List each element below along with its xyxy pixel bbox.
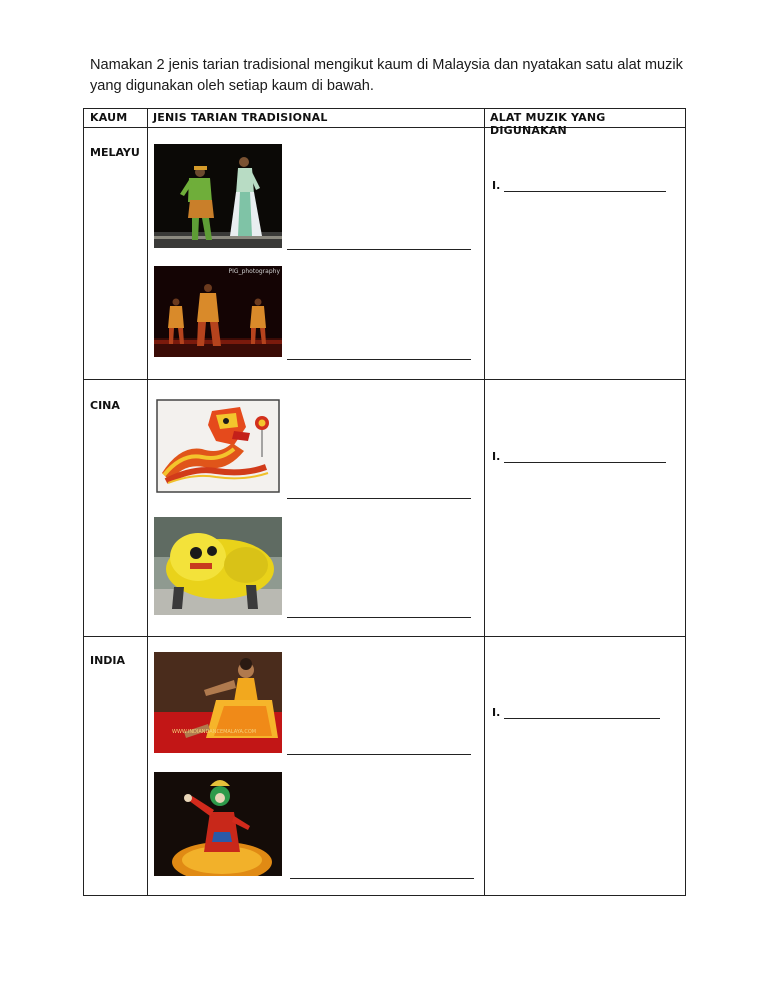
answer-blank-alat-cina[interactable] xyxy=(504,452,666,463)
answer-prefix: I. xyxy=(492,706,501,719)
answer-alat-melayu xyxy=(492,179,666,192)
bharatanatyam-dance-photo xyxy=(154,652,282,753)
answer-blank-cina-1[interactable] xyxy=(287,498,471,499)
column-divider xyxy=(147,109,148,895)
kaum-cina-label: CINA xyxy=(90,399,120,412)
answer-blank-melayu-2[interactable] xyxy=(287,359,471,360)
answer-table xyxy=(83,108,686,896)
kathakali-dance-photo xyxy=(154,772,282,876)
answer-blank-alat-india[interactable] xyxy=(504,708,660,719)
answer-alat-cina xyxy=(492,450,666,463)
photo-watermark: PIG_photography xyxy=(228,268,280,275)
kaum-melayu-label: MELAYU xyxy=(90,146,140,159)
answer-blank-india-1[interactable] xyxy=(287,754,471,755)
answer-prefix: I. xyxy=(492,179,501,192)
instruction-text: Namakan 2 jenis tarian tradisional mengikut kaum di Malaysia dan nyatakan satu alat muzik yang digunakan oleh setiap kaum di bawah. xyxy=(90,57,683,94)
photo-watermark: WWW.INDIANDANCEMALAYA.COM xyxy=(172,729,257,735)
answer-blank-india-2[interactable] xyxy=(290,878,474,879)
zapin-dance-photo xyxy=(154,144,282,248)
answer-prefix: I. xyxy=(492,450,501,463)
row-divider xyxy=(84,636,685,637)
answer-alat-india xyxy=(492,706,660,719)
dragon-dance-photo xyxy=(154,397,282,495)
answer-blank-alat-melayu[interactable] xyxy=(504,181,666,192)
answer-blank-melayu-1[interactable] xyxy=(287,249,471,250)
row-divider xyxy=(84,379,685,380)
header-kaum: KAUM xyxy=(90,111,128,124)
header-jenis-tarian: JENIS TARIAN TRADISIONAL xyxy=(153,111,328,124)
column-divider xyxy=(484,109,485,895)
kaum-india-label: INDIA xyxy=(90,654,126,667)
answer-blank-cina-2[interactable] xyxy=(287,617,471,618)
header-alat-muzik: ALAT MUZIK YANG DIGUNAKAN xyxy=(490,111,606,137)
lion-dance-photo xyxy=(154,517,282,615)
silat-dance-photo xyxy=(154,266,282,357)
